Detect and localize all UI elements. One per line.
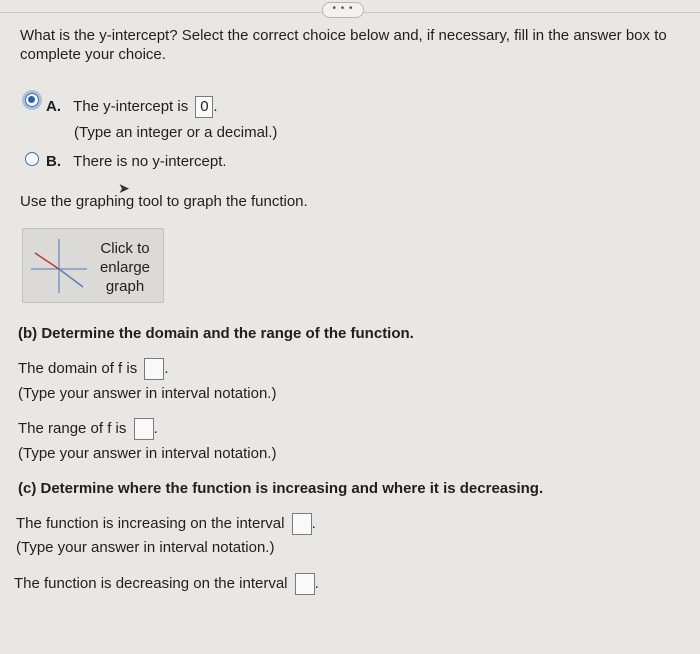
choice-a-radio[interactable] xyxy=(25,93,39,107)
increasing-label: The function is increasing on the interval xyxy=(16,514,285,532)
part-b-title: (b) Determine the domain and the range of the function. xyxy=(18,325,414,342)
choice-a-text: The y-intercept is xyxy=(73,97,189,115)
range-row: The range of f is . xyxy=(18,418,158,440)
enlarge-graph-label: Click to enlarge graph xyxy=(99,240,151,295)
enlarge-graph-button[interactable] xyxy=(22,228,164,303)
choice-b-text: There is no y-intercept. xyxy=(73,153,227,170)
choice-b xyxy=(46,153,227,170)
choice-b-letter: B. xyxy=(46,153,61,170)
mouse-cursor-icon: ➤ xyxy=(118,180,130,196)
graph-thumbnail-icon xyxy=(29,237,89,295)
choice-b-radio[interactable] xyxy=(25,152,39,166)
question-prompt: What is the y-intercept? Select the correct choice below and, if necessary, fill in the answer box to complete your choice. xyxy=(20,27,667,63)
part-c-title: (c) Determine where the function is increasing and where it is decreasing. xyxy=(18,480,544,497)
decreasing-label: The function is decreasing on the interval xyxy=(14,574,288,592)
y-intercept-answer-box[interactable]: 0 xyxy=(195,96,213,118)
domain-answer-box[interactable] xyxy=(144,358,164,380)
domain-label: The domain of f is xyxy=(18,359,138,377)
range-answer-box[interactable] xyxy=(134,418,154,440)
increasing-answer-box[interactable] xyxy=(292,513,312,535)
decreasing-answer-box[interactable] xyxy=(295,573,315,595)
range-hint: (Type your answer in interval notation.) xyxy=(18,445,277,462)
domain-row: The domain of f is . xyxy=(18,358,169,380)
increasing-hint: (Type your answer in interval notation.) xyxy=(16,539,275,556)
choice-a-hint: (Type an integer or a decimal.) xyxy=(74,124,278,141)
choice-a: A. The y-intercept is 0 . xyxy=(46,96,218,118)
graph-instruction: Use the graphing tool to graph the function. xyxy=(20,193,308,210)
domain-hint: (Type your answer in interval notation.) xyxy=(18,385,277,402)
choice-a-letter: A. xyxy=(46,97,61,115)
decreasing-row: The function is decreasing on the interval . xyxy=(14,573,319,595)
range-label: The range of f is xyxy=(18,419,127,437)
increasing-row: The function is increasing on the interval . xyxy=(16,513,316,535)
more-options-button[interactable]: • • • xyxy=(322,2,364,18)
